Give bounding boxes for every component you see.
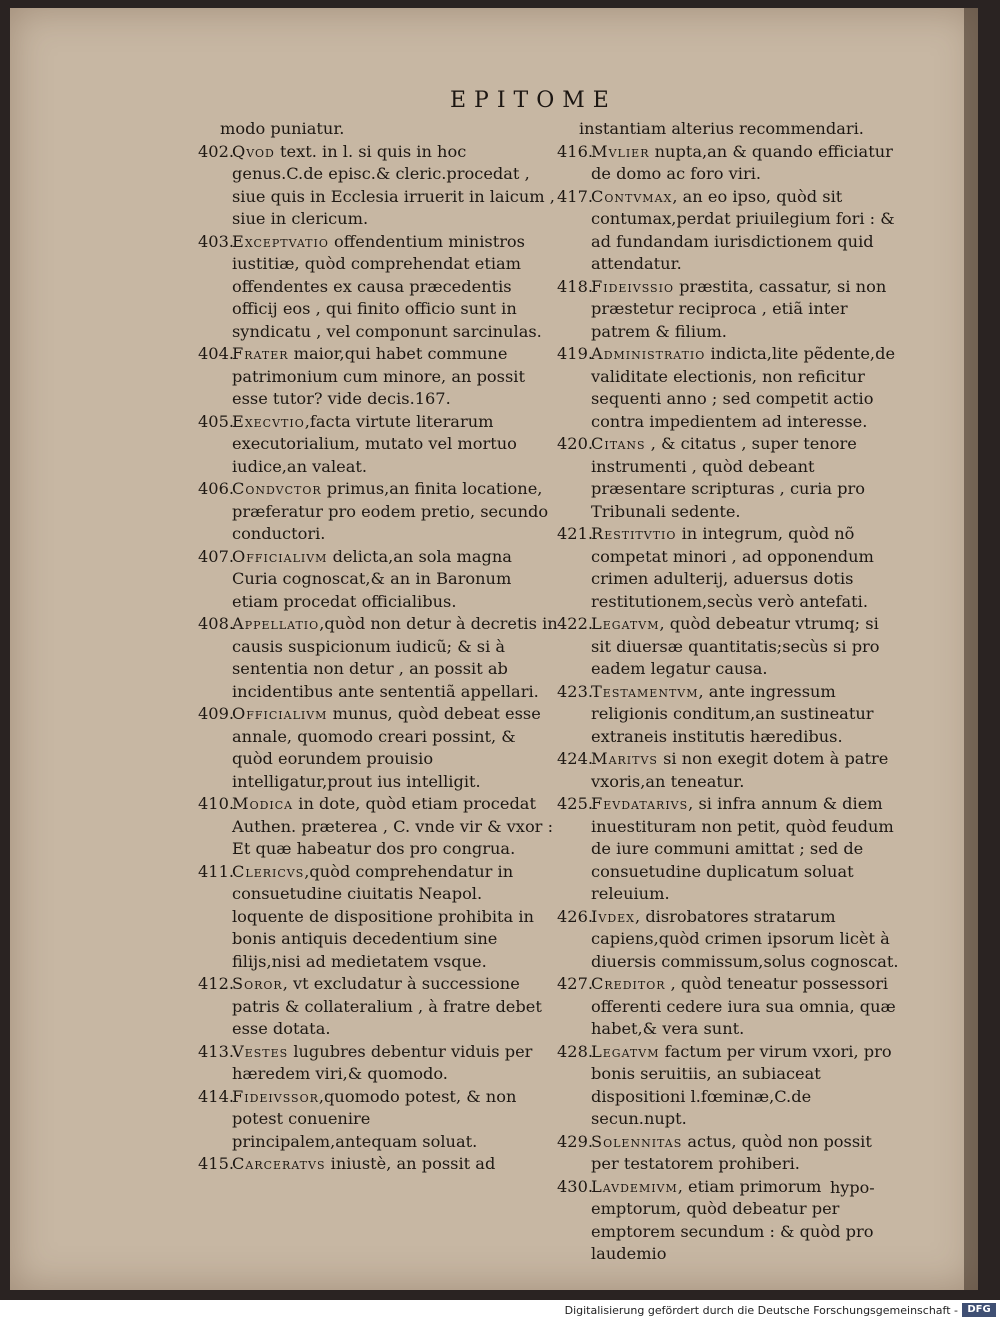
entry-text: munus, quòd debeat esse annale, quomodo creari possint, & quòd eorundem prouisio intelligatur,prout ius intelligit. <box>232 704 541 791</box>
entry-number: 405. <box>198 411 235 431</box>
entry-keyword: Modica <box>232 794 294 813</box>
entry-number: 426. <box>557 906 594 926</box>
index-entry <box>557 1176 902 1266</box>
index-entry <box>198 411 558 479</box>
left-column <box>198 118 558 1176</box>
entry-keyword: Soror <box>232 974 283 993</box>
entry-keyword: Restitvtio <box>591 524 677 543</box>
index-entry <box>557 433 902 523</box>
running-header: EPITOME <box>450 88 617 113</box>
entry-number: 429. <box>557 1131 594 1151</box>
entry-number: 428. <box>557 1041 594 1061</box>
index-entry <box>198 861 558 974</box>
entry-text: , disrobatores stratarum capiens,quòd crimen ipsorum licèt à diuersis commissum,solus cognoscat. <box>591 906 899 971</box>
index-entry <box>557 118 902 141</box>
entry-text: iniustè, an possit ad <box>325 1154 496 1173</box>
entry-keyword: Officialivm <box>232 546 328 566</box>
entry-text: præstita, cassatur, si non præstetur reciproca , etiã inter patrem & filium. <box>591 276 887 341</box>
entry-text: , ante ingressum religionis conditum,an sustineatur extraneis institutis hæredibus. <box>591 681 874 746</box>
entry-number: 402. <box>198 141 235 161</box>
entry-text: , etiam primorum emptorum, quòd debeatur per emptorem secundum : & quòd pro laudemio <box>591 1176 874 1263</box>
entry-number: 410. <box>198 794 235 813</box>
entry-number: 422. <box>557 614 594 633</box>
entry-text: , quòd teneatur possessori offerenti cedere iura sua omnia, quæ habet,& vera sunt. <box>591 974 896 1038</box>
entry-text: ,quòd comprehendatur in consuetudine ciuitatis Neapol. loquente de dispositione prohibita in bonis antiquis decedentium sine filijs,nisi ad medietatem vsque. <box>232 861 534 971</box>
entry-number: 420. <box>557 434 594 453</box>
index-entry <box>198 231 558 344</box>
index-entry <box>198 1086 558 1154</box>
index-entry <box>198 478 558 546</box>
entry-keyword: Carceratvs <box>232 1154 326 1173</box>
entry-text: offendentium ministros iustitiæ, quòd comprehendat etiam offendentes ex causa præcedentis officij eos , qui finito officio sunt in syndicatu , vel componunt sarcinulas. <box>232 231 542 341</box>
entry-keyword: Citans <box>591 434 646 453</box>
catchword: hypo- <box>830 1178 875 1197</box>
entry-keyword: Creditor <box>591 974 666 993</box>
index-entry <box>198 613 558 703</box>
entry-number: 417. <box>557 186 594 206</box>
entry-number: 416. <box>557 141 594 161</box>
entry-keyword: Clericvs <box>232 861 305 881</box>
index-entry <box>557 906 902 974</box>
entry-keyword: Solennitas <box>591 1131 683 1151</box>
index-entry <box>198 1153 558 1176</box>
entry-number: 406. <box>198 479 235 498</box>
entry-number: 421. <box>557 524 594 543</box>
entry-text: factum per virum vxori, pro bonis seruitiis, an subiaceat dispositioni l.fœminæ,C.de secun.nupt. <box>591 1041 892 1128</box>
entry-number: 418. <box>557 276 594 296</box>
entry-number: 412. <box>198 974 235 993</box>
index-entry <box>198 546 558 614</box>
entry-text: maior,qui habet commune patrimonium cum minore, an possit esse tutor? vide decis.167. <box>232 344 525 408</box>
entry-keyword: Lavdemivm <box>591 1176 678 1196</box>
entry-keyword: Fideivssor <box>232 1086 319 1106</box>
entry-keyword: Administratio <box>591 344 706 363</box>
entry-keyword: Exceptvatio <box>232 231 329 251</box>
entry-keyword: Legatvm <box>591 1041 660 1061</box>
index-entry <box>198 703 558 793</box>
entry-keyword: Maritvs <box>591 749 658 768</box>
entry-number: 424. <box>557 749 594 768</box>
entry-text: indicta,lite pẽdente,de validitate electionis, non reficitur sequenti anno ; sed competit actio contra impedientem ad interesse. <box>591 344 896 431</box>
index-entry <box>557 681 902 749</box>
index-entry <box>198 973 558 1041</box>
entry-text: , quòd debeatur vtrumq; si sit diuersæ quantitatis;secùs si pro eadem legatur causa. <box>591 614 880 678</box>
index-entry <box>557 1041 902 1131</box>
entry-text: , si infra annum & diem inuestituram non petit, quòd feudum de iure communi amittat ; sed de consuetudine duplicatum soluat releuium. <box>591 794 894 903</box>
entry-text: , an eo ipso, quòd sit contumax,perdat priuilegium fori : & ad fundandam iurisdictionem quid attendatur. <box>591 186 895 273</box>
entry-text: modo puniatur. <box>220 119 345 138</box>
entry-number: 403. <box>198 231 235 251</box>
entry-keyword: Mvlier <box>591 141 650 161</box>
entry-text: , vt excludatur à successione patris & collateralium , à fratre debet esse dotata. <box>232 974 542 1038</box>
index-entry <box>557 141 902 186</box>
entry-keyword: Execvtio <box>232 411 305 431</box>
entry-keyword: Contvmax <box>591 186 673 206</box>
index-entry <box>557 1131 902 1176</box>
entry-keyword: Ivdex <box>591 906 636 926</box>
index-entry <box>198 343 558 411</box>
dfg-logo: DFG <box>962 1303 996 1317</box>
entry-number: 430. <box>557 1176 594 1196</box>
index-entry <box>557 343 902 433</box>
entry-text: in dote, quòd etiam procedat Authen. præterea , C. vnde vir & vxor : Et quæ habeatur dos pro congrua. <box>232 794 554 858</box>
index-entry <box>198 1041 558 1086</box>
entry-keyword: Vestes <box>232 1041 289 1061</box>
entry-keyword: Frater <box>232 344 289 363</box>
index-entry <box>557 523 902 613</box>
entry-number: 407. <box>198 546 235 566</box>
entry-keyword: Fevdatarivs <box>591 794 689 813</box>
footer-credit: Digitalisierung gefördert durch die Deutsche Forschungsgemeinschaft - <box>564 1304 958 1317</box>
index-entry <box>557 973 902 1041</box>
entry-text: text. in l. si quis in hoc genus.C.de episc.& cleric.procedat , siue quis in Ecclesia irruerit in laicum , siue in clericum. <box>232 141 555 228</box>
entry-number: 413. <box>198 1041 235 1061</box>
book-page <box>10 8 978 1290</box>
entry-text: si non exegit dotem à patre vxoris,an teneatur. <box>591 749 889 791</box>
index-entry <box>557 748 902 793</box>
entry-text: lugubres debentur viduis per hæredem viri,& quomodo. <box>232 1041 533 1083</box>
entry-number: 415. <box>198 1154 235 1173</box>
entry-keyword: Condvctor <box>232 479 322 498</box>
right-column <box>557 118 902 1266</box>
entry-number: 427. <box>557 974 594 993</box>
entry-text: ,quomodo potest, & non potest conuenire principalem,antequam soluat. <box>232 1086 517 1151</box>
entry-number: 419. <box>557 344 594 363</box>
entry-text: instantiam alterius recommendari. <box>579 119 864 138</box>
entry-text: , & citatus , super tenore instrumenti , quòd debeant præsentare scripturas , curia pro Tribunali sedente. <box>591 434 866 521</box>
entry-number: 408. <box>198 614 235 633</box>
index-entry <box>198 793 558 861</box>
entry-text: ,quòd non detur à decretis in causis suspicionum iudicũ; & si à sententia non detur , an possit ab incidentibus ante sententiã appellari. <box>232 614 558 701</box>
entry-text: actus, quòd non possit per testatorem prohiberi. <box>591 1131 872 1173</box>
entry-keyword: Officialivm <box>232 704 328 723</box>
entry-text: nupta,an & quando efficiatur de domo ac foro viri. <box>591 141 893 183</box>
entry-number: 411. <box>198 861 235 881</box>
entry-keyword: Appellatio <box>232 614 320 633</box>
entry-number: 423. <box>557 681 594 701</box>
entry-number: 414. <box>198 1086 235 1106</box>
index-entry <box>198 118 558 141</box>
index-entry <box>198 141 558 231</box>
entry-number: 409. <box>198 704 235 723</box>
entry-text: ,facta virtute literarum executorialium, mutato vel mortuo iudice,an valeat. <box>232 411 517 476</box>
footer-bar <box>0 1300 1000 1321</box>
entry-keyword: Fideivssio <box>591 276 674 296</box>
entry-number: 425. <box>557 794 594 813</box>
entry-keyword: Qvod <box>232 141 275 161</box>
entry-keyword: Testamentvm <box>591 681 699 701</box>
index-entry <box>557 613 902 681</box>
index-entry <box>557 276 902 344</box>
entry-text: primus,an finita locatione, præferatur pro eodem pretio, secundo conductori. <box>232 479 549 543</box>
entry-text: in integrum, quòd nõ competat minori , ad opponendum crimen adulterij, aduersus dotis restitutionem,secùs verò antefati. <box>591 524 874 611</box>
index-entry <box>557 186 902 276</box>
index-entry <box>557 793 902 906</box>
entry-keyword: Legatvm <box>591 614 660 633</box>
entry-text: delicta,an sola magna Curia cognoscat,& an in Baronum etiam procedat officialibus. <box>232 546 512 611</box>
entry-number: 404. <box>198 344 235 363</box>
